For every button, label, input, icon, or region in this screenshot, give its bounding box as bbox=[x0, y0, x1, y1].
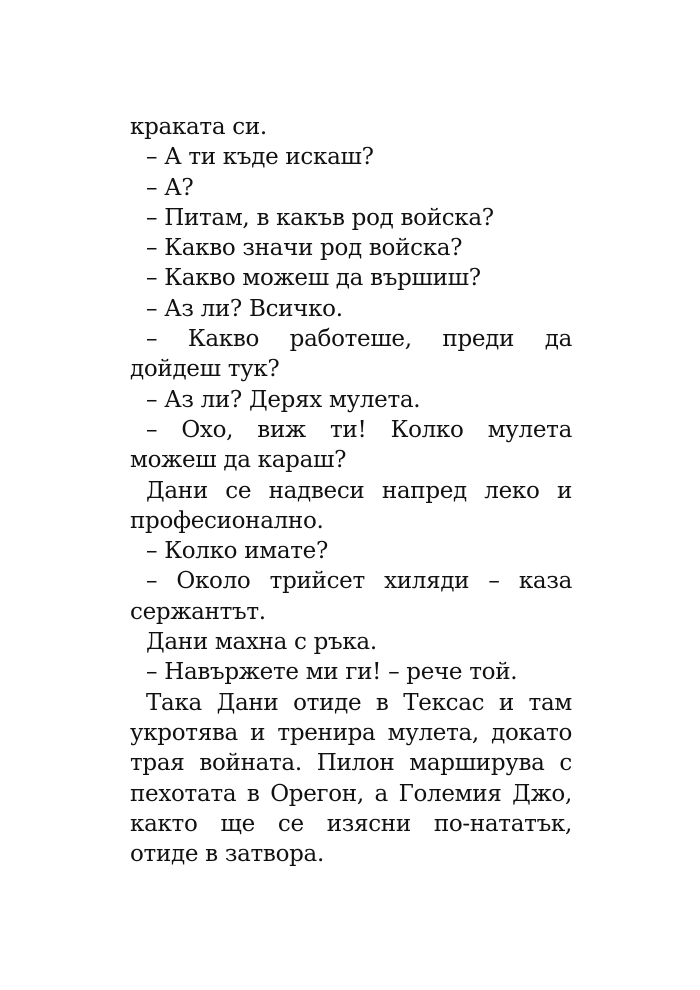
text-line: Дани се надвеси напред леко и bbox=[146, 477, 572, 504]
text-line: краката си. bbox=[130, 114, 267, 140]
text-line: отиде в затвора. bbox=[130, 841, 324, 868]
text-line: – Какво работеше, преди да bbox=[146, 326, 572, 353]
text-line: – Аз ли? Дерях мулета. bbox=[146, 386, 421, 413]
text-line: – Охо, виж ти! Колко мулета bbox=[146, 416, 572, 443]
text-line: можеш да караш? bbox=[130, 447, 347, 474]
text-line: – Колко имате? bbox=[146, 538, 329, 565]
text-line: дойдеш тук? bbox=[130, 356, 280, 383]
text-line: – Около трийсет хиляди – каза bbox=[146, 568, 572, 595]
text-line: – Навържете ми ги! – рече той. bbox=[146, 659, 518, 686]
text-line: Така Дани отиде в Тексас и там bbox=[146, 689, 572, 716]
text-line: професионално. bbox=[130, 507, 324, 534]
page-text-block bbox=[130, 112, 572, 869]
text-line: – Какво можеш да вършиш? bbox=[146, 265, 481, 292]
text-line: сержантът. bbox=[130, 598, 266, 625]
text-line: – А? bbox=[146, 174, 194, 201]
text-line: – Аз ли? Всичко. bbox=[146, 295, 343, 322]
text-line: укротява и тренира мулета, докато bbox=[130, 719, 572, 746]
text-line: – А ти къде искаш? bbox=[146, 144, 374, 171]
text-line: Дани махна с ръка. bbox=[146, 629, 377, 656]
text-line: трая войната. Пилон марширува с bbox=[130, 750, 572, 777]
text-line: – Питам, в какъв род войска? bbox=[146, 204, 494, 231]
text-line: пехотата в Орегон, а Големия Джо, bbox=[130, 780, 572, 807]
text-line: – Какво значи род войска? bbox=[146, 235, 463, 262]
text-line: както ще се изясни по-нататък, bbox=[130, 810, 572, 837]
